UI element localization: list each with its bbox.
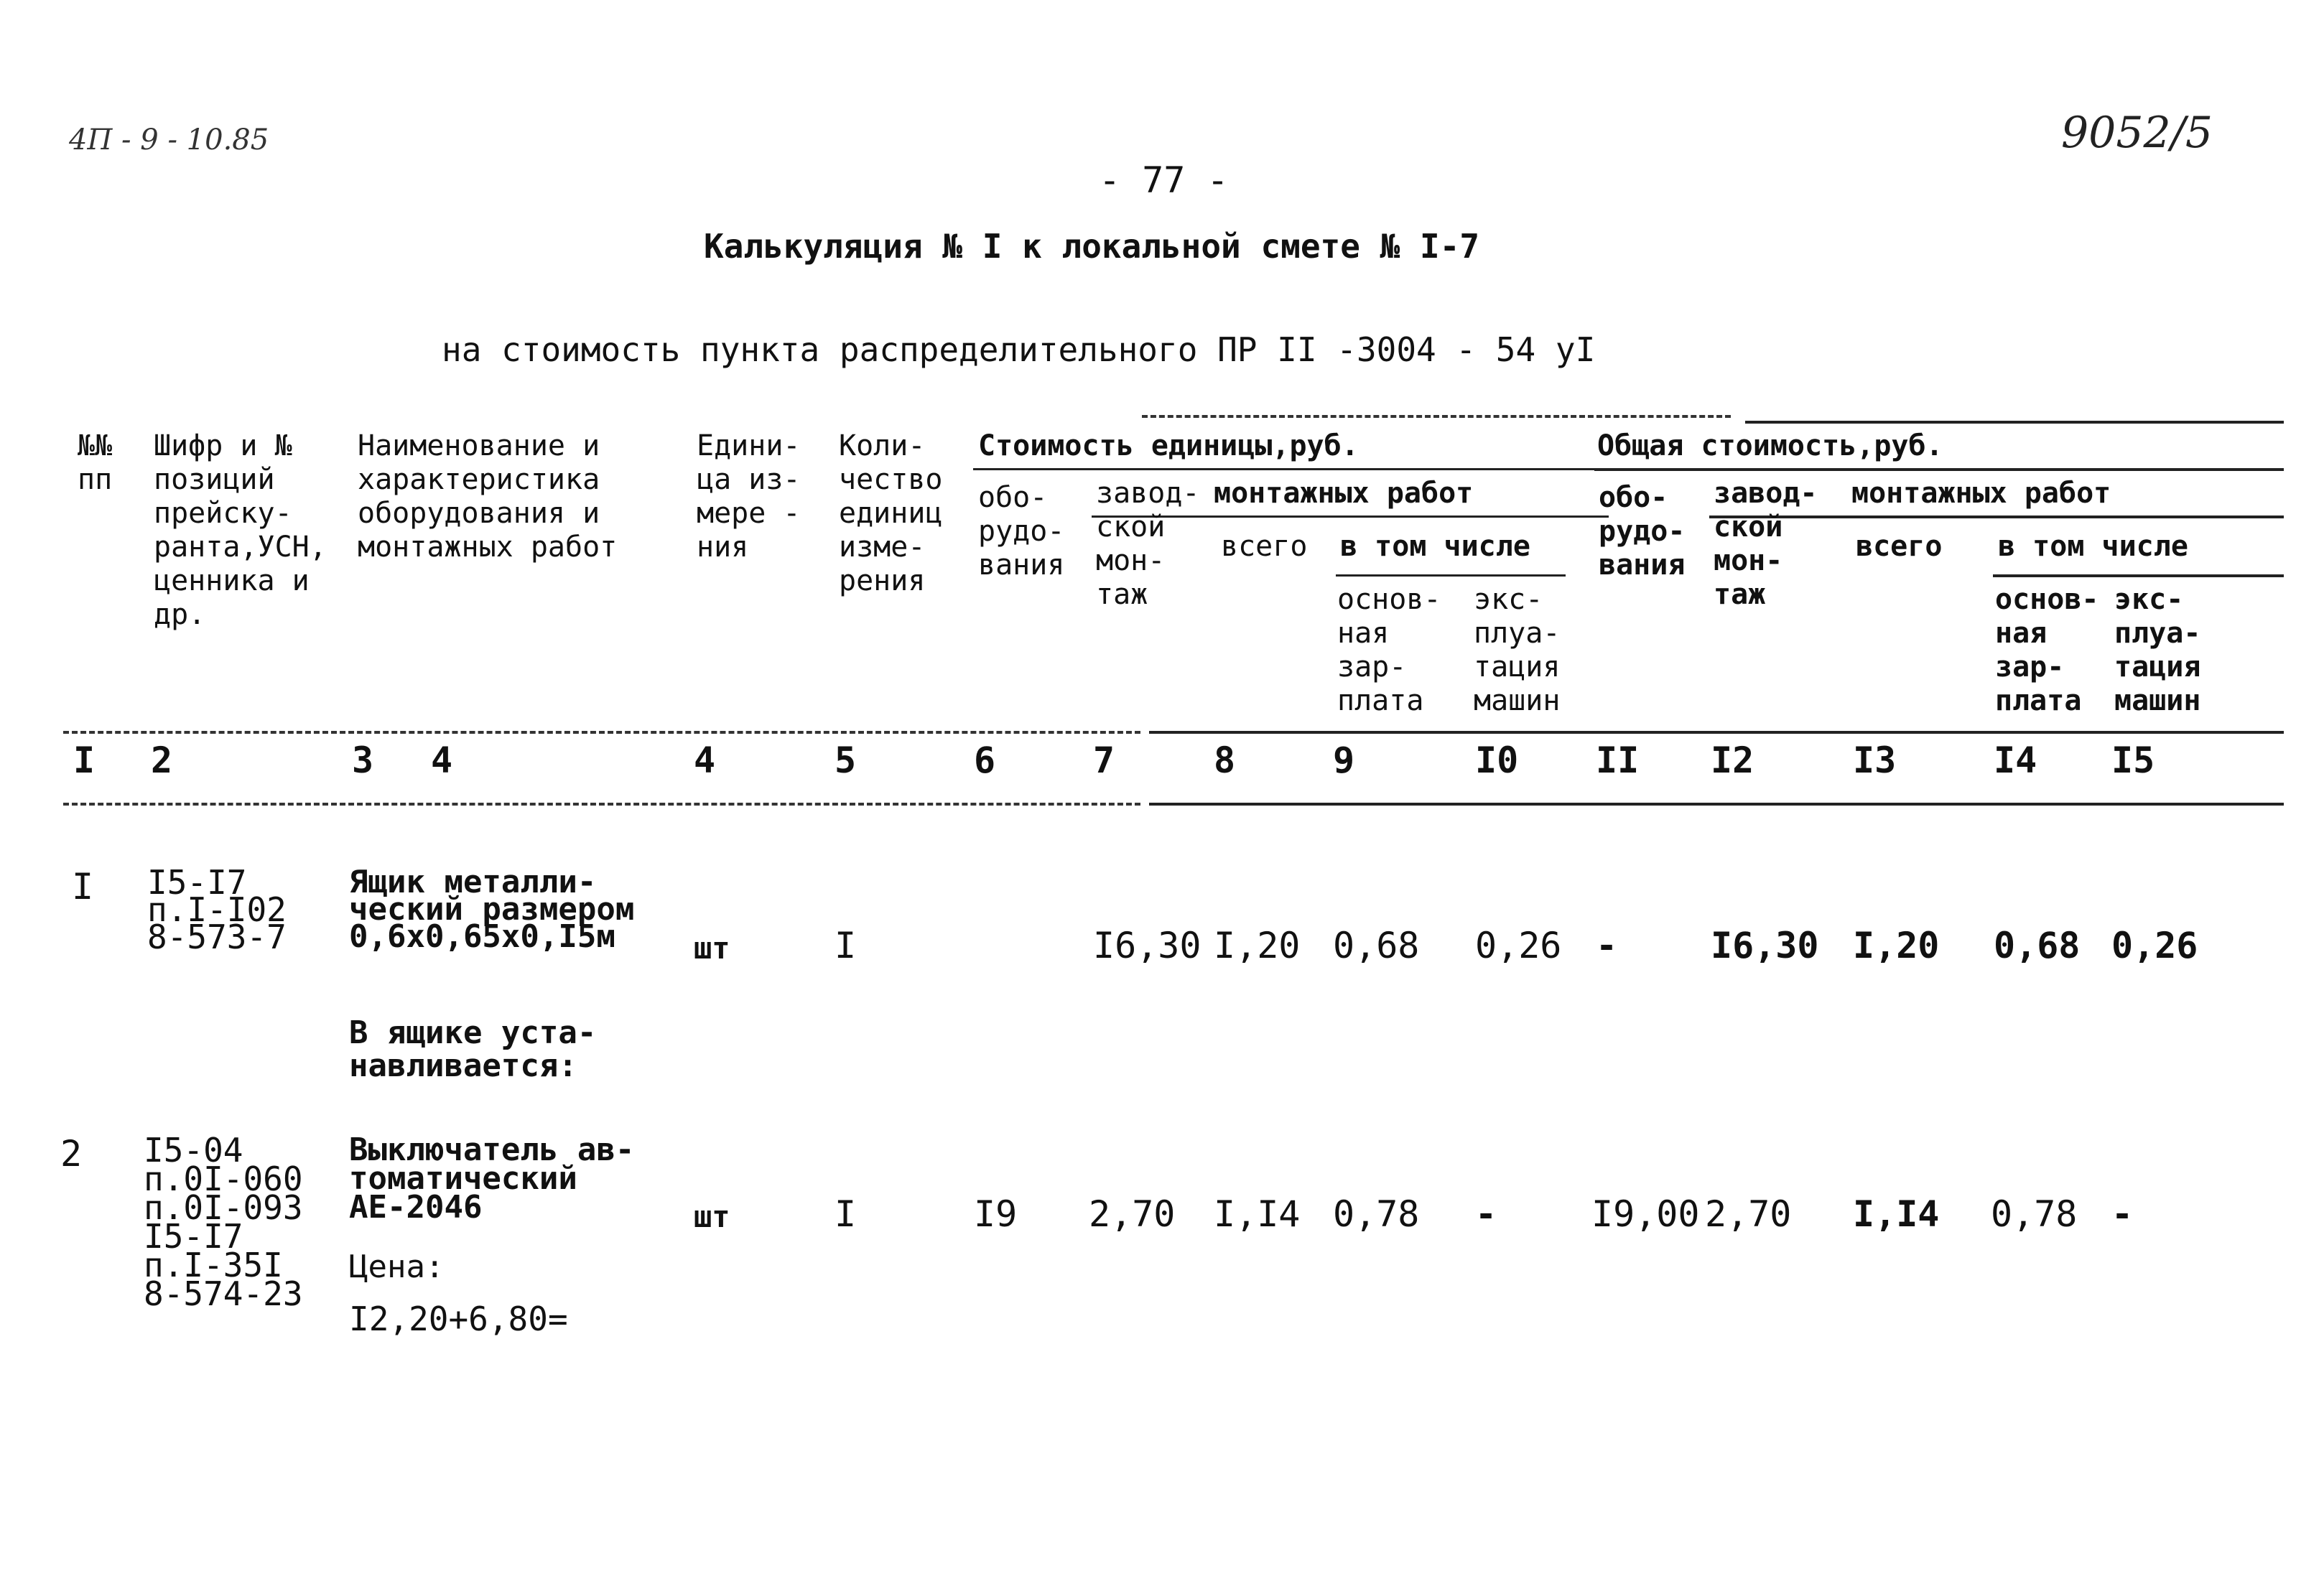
header-num: №№ пп [78, 429, 113, 496]
colnum-11: II [1596, 740, 1640, 781]
row-total-factory: 2,70 [1705, 1193, 1792, 1235]
row-total-equip: - [1596, 925, 1618, 966]
row-price-value: I2,20+6,80= [349, 1300, 568, 1338]
row-unit: шт [694, 1199, 730, 1234]
row-unit: шт [694, 930, 730, 966]
total-cost-rule [1594, 468, 2284, 471]
colnum-12: I2 [1711, 740, 1754, 781]
header-bottom-rule-dashed [63, 731, 1140, 734]
row-total-salary: 0,68 [1994, 925, 2081, 966]
row-total-machines: 0,26 [2111, 925, 2198, 966]
header-total-cost: Общая стоимость,руб. [1597, 429, 1943, 462]
header-unit-machines: экс- плуа- тация машин [1474, 583, 1561, 717]
header-unit-equip: обо- рудо- вания [978, 481, 1065, 582]
header-unit: Едини- ца из- мере - ния [697, 429, 801, 564]
colnum-14: I4 [1994, 740, 2037, 781]
row-factory: 2,70 [1089, 1193, 1176, 1235]
colnum-bottom-rule-dashed [63, 803, 1140, 806]
header-unit-total: всего [1221, 530, 1308, 563]
row-salary: 0,78 [1333, 1193, 1420, 1235]
header-code: Шифр и № позиций прейску- ранта,УСН, ценника и др. [154, 429, 327, 631]
header-unit-salary: основ- ная зар- плата [1337, 583, 1441, 717]
header-unit-factory: завод- ской мон- таж [1096, 477, 1200, 611]
header-bottom-rule [1149, 731, 2284, 734]
row-total: I,20 [1214, 925, 1301, 966]
header-total-factory: завод- ской мон- таж [1714, 477, 1818, 611]
colnum-15: I5 [2111, 740, 2155, 781]
colnum-bottom-rule [1149, 803, 2284, 806]
row-machines: 0,26 [1475, 925, 1562, 966]
colnum-6: 6 [974, 740, 996, 781]
document-subtitle: на стоимость пункта распределительного ПР II -3004 - 54 уI [442, 330, 1596, 369]
colnum-3b: 4 [431, 740, 453, 781]
header-total-equip: обо- рудо- вания [1599, 481, 1686, 582]
incl-total-rule [1993, 574, 2284, 577]
header-unit-cost: Стоимость единицы,руб. [978, 429, 1359, 462]
row-num: 2 [60, 1133, 83, 1175]
row-code: I5-04 п.0I-060 п.0I-093 I5-I7 п.I-35I 8-574-23 [144, 1131, 303, 1313]
row-machines: - [1475, 1193, 1497, 1235]
row-name: Ящик металли- ческий размером 0,6х0,65х0,I5м [349, 864, 635, 955]
colnum-7: 7 [1093, 740, 1115, 781]
sheet-number: 9052/5 [2061, 108, 2213, 158]
row-qty: I [835, 925, 857, 966]
installation-note: В ящике уста- навливается: [349, 1014, 597, 1084]
header-total-machines: экс- плуа- тация машин [2114, 583, 2201, 717]
row-total-machines: - [2111, 1193, 2134, 1235]
row-total-factory: I6,30 [1711, 925, 1819, 966]
colnum-4: 4 [694, 740, 716, 781]
header-total-total: всего [1856, 530, 1943, 563]
header-total-mount: монтажных работ [1851, 477, 2111, 510]
colnum-2: 2 [151, 740, 173, 781]
top-rule [1745, 421, 2284, 424]
row-factory: I6,30 [1093, 925, 1201, 966]
header-unit-incl: в том числе [1340, 530, 1530, 563]
unit-cost-rule [973, 468, 1605, 470]
header-total-incl: в том числе [1998, 530, 2188, 563]
header-total-salary: основ- ная зар- плата [1995, 583, 2099, 717]
colnum-1: I [73, 740, 96, 781]
row-total: I,I4 [1214, 1193, 1301, 1235]
page-number: - 77 - [1099, 159, 1229, 201]
document-title: Калькуляция № I к локальной смете № I-7 [704, 227, 1480, 266]
row-name: Выключатель ав- томатический АЕ-2046 [349, 1132, 635, 1226]
header-qty: Коли- чество единиц изме- рения [839, 429, 943, 597]
row-total-total: I,I4 [1853, 1193, 1940, 1235]
row-num: I [72, 866, 94, 908]
colnum-9: 9 [1333, 740, 1355, 781]
row-total-salary: 0,78 [1991, 1193, 2078, 1235]
colnum-13: I3 [1853, 740, 1897, 781]
colnum-8: 8 [1214, 740, 1236, 781]
row-code: I5-I7 п.I-I02 8-573-7 [147, 863, 287, 956]
row-total-equip: I9,00 [1591, 1193, 1700, 1235]
colnum-5: 5 [835, 740, 857, 781]
header-unit-mount: монтажных работ [1214, 477, 1474, 510]
top-rule-dashed [1142, 415, 1731, 418]
row-qty: I [835, 1193, 857, 1235]
row-total-total: I,20 [1853, 925, 1940, 966]
incl-unit-rule [1336, 574, 1566, 577]
document-code: 4П - 9 - 10.85 [69, 123, 269, 157]
colnum-10: I0 [1475, 740, 1519, 781]
row-equip: I9 [974, 1193, 1018, 1235]
header-name: Наименование и характеристика оборудования и монтажных работ [358, 429, 618, 564]
row-salary: 0,68 [1333, 925, 1420, 966]
colnum-3: 3 [352, 740, 374, 781]
row-price-label: Цена: [349, 1249, 445, 1285]
